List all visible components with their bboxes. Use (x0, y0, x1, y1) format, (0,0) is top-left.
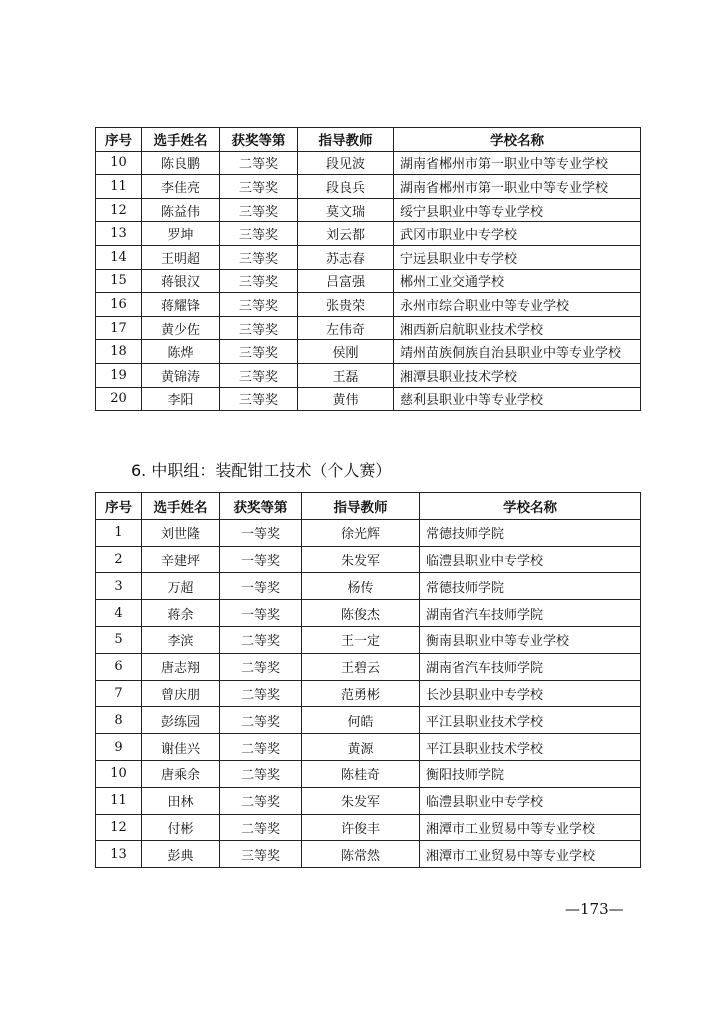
cell-teacher: 左伟奇 (298, 316, 394, 340)
cell-teacher: 陈俊杰 (302, 600, 420, 627)
cell-award: 二等奖 (220, 653, 302, 680)
cell-school: 常德技师学院 (420, 573, 641, 600)
cell-teacher: 何皓 (302, 707, 420, 734)
cell-school: 武冈市职业中专学校 (394, 222, 641, 246)
table-row (96, 760, 641, 787)
cell-award: 三等奖 (220, 841, 302, 868)
cell-name: 曾庆朋 (142, 680, 220, 707)
cell-index: 6 (96, 653, 142, 680)
cell-teacher: 王一定 (302, 626, 420, 653)
table-body (96, 151, 641, 411)
cell-award: 三等奖 (220, 175, 298, 199)
table-row (96, 363, 641, 387)
cell-name: 蒋耀锋 (142, 293, 220, 317)
cell-teacher: 苏志春 (298, 245, 394, 269)
cell-school: 湖南省郴州市第一职业中等专业学校 (394, 175, 641, 199)
cell-index: 8 (96, 707, 142, 734)
cell-name: 付彬 (142, 814, 220, 841)
cell-school: 临澧县职业中专学校 (420, 787, 641, 814)
cell-teacher: 朱发军 (302, 787, 420, 814)
cell-teacher: 张贵荣 (298, 293, 394, 317)
cell-award: 三等奖 (220, 293, 298, 317)
table-row (96, 626, 641, 653)
header-row (96, 128, 641, 152)
table-row (96, 387, 641, 411)
header-school: 学校名称 (420, 493, 641, 520)
header-award: 获奖等第 (220, 493, 302, 520)
cell-index: 10 (96, 151, 142, 175)
cell-award: 三等奖 (220, 316, 298, 340)
cell-teacher: 王磊 (298, 363, 394, 387)
cell-school: 湖南省汽车技师学院 (420, 600, 641, 627)
cell-index: 17 (96, 316, 142, 340)
cell-name: 黄锦涛 (142, 363, 220, 387)
cell-name: 王明超 (142, 245, 220, 269)
cell-school: 永州市综合职业中等专业学校 (394, 293, 641, 317)
table-row (96, 600, 641, 627)
cell-index: 3 (96, 573, 142, 600)
table-row (96, 245, 641, 269)
table-row (96, 198, 641, 222)
header-school: 学校名称 (394, 128, 641, 152)
cell-award: 一等奖 (220, 573, 302, 600)
cell-school: 临澧县职业中专学校 (420, 546, 641, 573)
cell-award: 三等奖 (220, 363, 298, 387)
cell-award: 一等奖 (220, 600, 302, 627)
cell-index: 11 (96, 175, 142, 199)
cell-name: 万超 (142, 573, 220, 600)
cell-award: 三等奖 (220, 245, 298, 269)
cell-award: 一等奖 (220, 546, 302, 573)
cell-name: 蒋余 (142, 600, 220, 627)
cell-index: 13 (96, 841, 142, 868)
cell-teacher: 段见波 (298, 151, 394, 175)
cell-teacher: 黄伟 (298, 387, 394, 411)
cell-school: 衡南县职业中等专业学校 (420, 626, 641, 653)
cell-award: 二等奖 (220, 814, 302, 841)
table-row (96, 814, 641, 841)
table-row (96, 653, 641, 680)
cell-school: 长沙县职业中专学校 (420, 680, 641, 707)
cell-name: 李阳 (142, 387, 220, 411)
cell-school: 靖州苗族侗族自治县职业中等专业学校 (394, 340, 641, 364)
cell-name: 李滨 (142, 626, 220, 653)
cell-name: 谢佳兴 (142, 734, 220, 761)
cell-teacher: 陈桂奇 (302, 760, 420, 787)
table-row (96, 269, 641, 293)
cell-award: 二等奖 (220, 626, 302, 653)
cell-name: 唐乘余 (142, 760, 220, 787)
cell-name: 罗坤 (142, 222, 220, 246)
section-title: 6. 中职组：装配钳工技术（个人赛） (131, 461, 392, 480)
cell-award: 三等奖 (220, 387, 298, 411)
cell-name: 蒋银汉 (142, 269, 220, 293)
table-row (96, 573, 641, 600)
cell-name: 黄少佐 (142, 316, 220, 340)
cell-teacher: 莫文瑞 (298, 198, 394, 222)
cell-index: 4 (96, 600, 142, 627)
cell-index: 2 (96, 546, 142, 573)
table-row (96, 222, 641, 246)
cell-teacher: 刘云都 (298, 222, 394, 246)
page-number: —173— (565, 900, 624, 918)
table-row (96, 519, 641, 546)
cell-name: 刘世隆 (142, 519, 220, 546)
cell-school: 慈利县职业中等专业学校 (394, 387, 641, 411)
cell-award: 三等奖 (220, 269, 298, 293)
cell-award: 二等奖 (220, 760, 302, 787)
table-row (96, 340, 641, 364)
header-index: 序号 (96, 493, 142, 520)
cell-index: 13 (96, 222, 142, 246)
cell-index: 11 (96, 787, 142, 814)
cell-index: 18 (96, 340, 142, 364)
cell-award: 一等奖 (220, 519, 302, 546)
cell-index: 19 (96, 363, 142, 387)
cell-teacher: 侯刚 (298, 340, 394, 364)
cell-name: 田林 (142, 787, 220, 814)
cell-school: 湘潭市工业贸易中等专业学校 (420, 814, 641, 841)
table-body (96, 519, 641, 867)
cell-name: 陈烨 (142, 340, 220, 364)
cell-school: 常德技师学院 (420, 519, 641, 546)
header-row (96, 493, 641, 520)
cell-index: 20 (96, 387, 142, 411)
cell-name: 彭练园 (142, 707, 220, 734)
table-row (96, 707, 641, 734)
cell-name: 陈益伟 (142, 198, 220, 222)
cell-teacher: 许俊丰 (302, 814, 420, 841)
cell-teacher: 陈常然 (302, 841, 420, 868)
cell-award: 三等奖 (220, 340, 298, 364)
results-table-2 (95, 492, 641, 868)
header-award: 获奖等第 (220, 128, 298, 152)
cell-name: 辛建坪 (142, 546, 220, 573)
cell-school: 湘潭市工业贸易中等专业学校 (420, 841, 641, 868)
cell-index: 14 (96, 245, 142, 269)
table-row (96, 680, 641, 707)
table-row (96, 175, 641, 199)
table-row (96, 316, 641, 340)
cell-school: 平江县职业技术学校 (420, 707, 641, 734)
cell-teacher: 徐光辉 (302, 519, 420, 546)
header-name: 选手姓名 (142, 493, 220, 520)
cell-name: 陈良鹏 (142, 151, 220, 175)
cell-school: 平江县职业技术学校 (420, 734, 641, 761)
cell-name: 李佳亮 (142, 175, 220, 199)
cell-school: 宁远县职业中专学校 (394, 245, 641, 269)
cell-index: 16 (96, 293, 142, 317)
cell-teacher: 黄源 (302, 734, 420, 761)
cell-award: 三等奖 (220, 222, 298, 246)
cell-teacher: 范勇彬 (302, 680, 420, 707)
table-row (96, 734, 641, 761)
cell-teacher: 吕富强 (298, 269, 394, 293)
header-teacher: 指导教师 (302, 493, 420, 520)
cell-school: 绥宁县职业中等专业学校 (394, 198, 641, 222)
cell-school: 湖南省汽车技师学院 (420, 653, 641, 680)
table-row (96, 546, 641, 573)
header-index: 序号 (96, 128, 142, 152)
cell-index: 1 (96, 519, 142, 546)
cell-name: 唐志翔 (142, 653, 220, 680)
cell-teacher: 段良兵 (298, 175, 394, 199)
cell-award: 二等奖 (220, 707, 302, 734)
cell-index: 15 (96, 269, 142, 293)
cell-index: 7 (96, 680, 142, 707)
cell-teacher: 朱发军 (302, 546, 420, 573)
cell-award: 二等奖 (220, 734, 302, 761)
cell-award: 二等奖 (220, 151, 298, 175)
table-row (96, 151, 641, 175)
cell-school: 郴州工业交通学校 (394, 269, 641, 293)
cell-school: 湘西新启航职业技术学校 (394, 316, 641, 340)
cell-school: 湖南省郴州市第一职业中等专业学校 (394, 151, 641, 175)
cell-index: 12 (96, 814, 142, 841)
cell-school: 衡阳技师学院 (420, 760, 641, 787)
table-row (96, 787, 641, 814)
cell-index: 10 (96, 760, 142, 787)
cell-index: 12 (96, 198, 142, 222)
cell-school: 湘潭县职业技术学校 (394, 363, 641, 387)
header-name: 选手姓名 (142, 128, 220, 152)
cell-name: 彭典 (142, 841, 220, 868)
table-row (96, 293, 641, 317)
cell-index: 9 (96, 734, 142, 761)
results-table-1 (95, 127, 641, 411)
table-row (96, 841, 641, 868)
header-teacher: 指导教师 (298, 128, 394, 152)
cell-award: 二等奖 (220, 680, 302, 707)
cell-award: 二等奖 (220, 787, 302, 814)
cell-award: 三等奖 (220, 198, 298, 222)
cell-index: 5 (96, 626, 142, 653)
cell-teacher: 杨传 (302, 573, 420, 600)
cell-teacher: 王碧云 (302, 653, 420, 680)
